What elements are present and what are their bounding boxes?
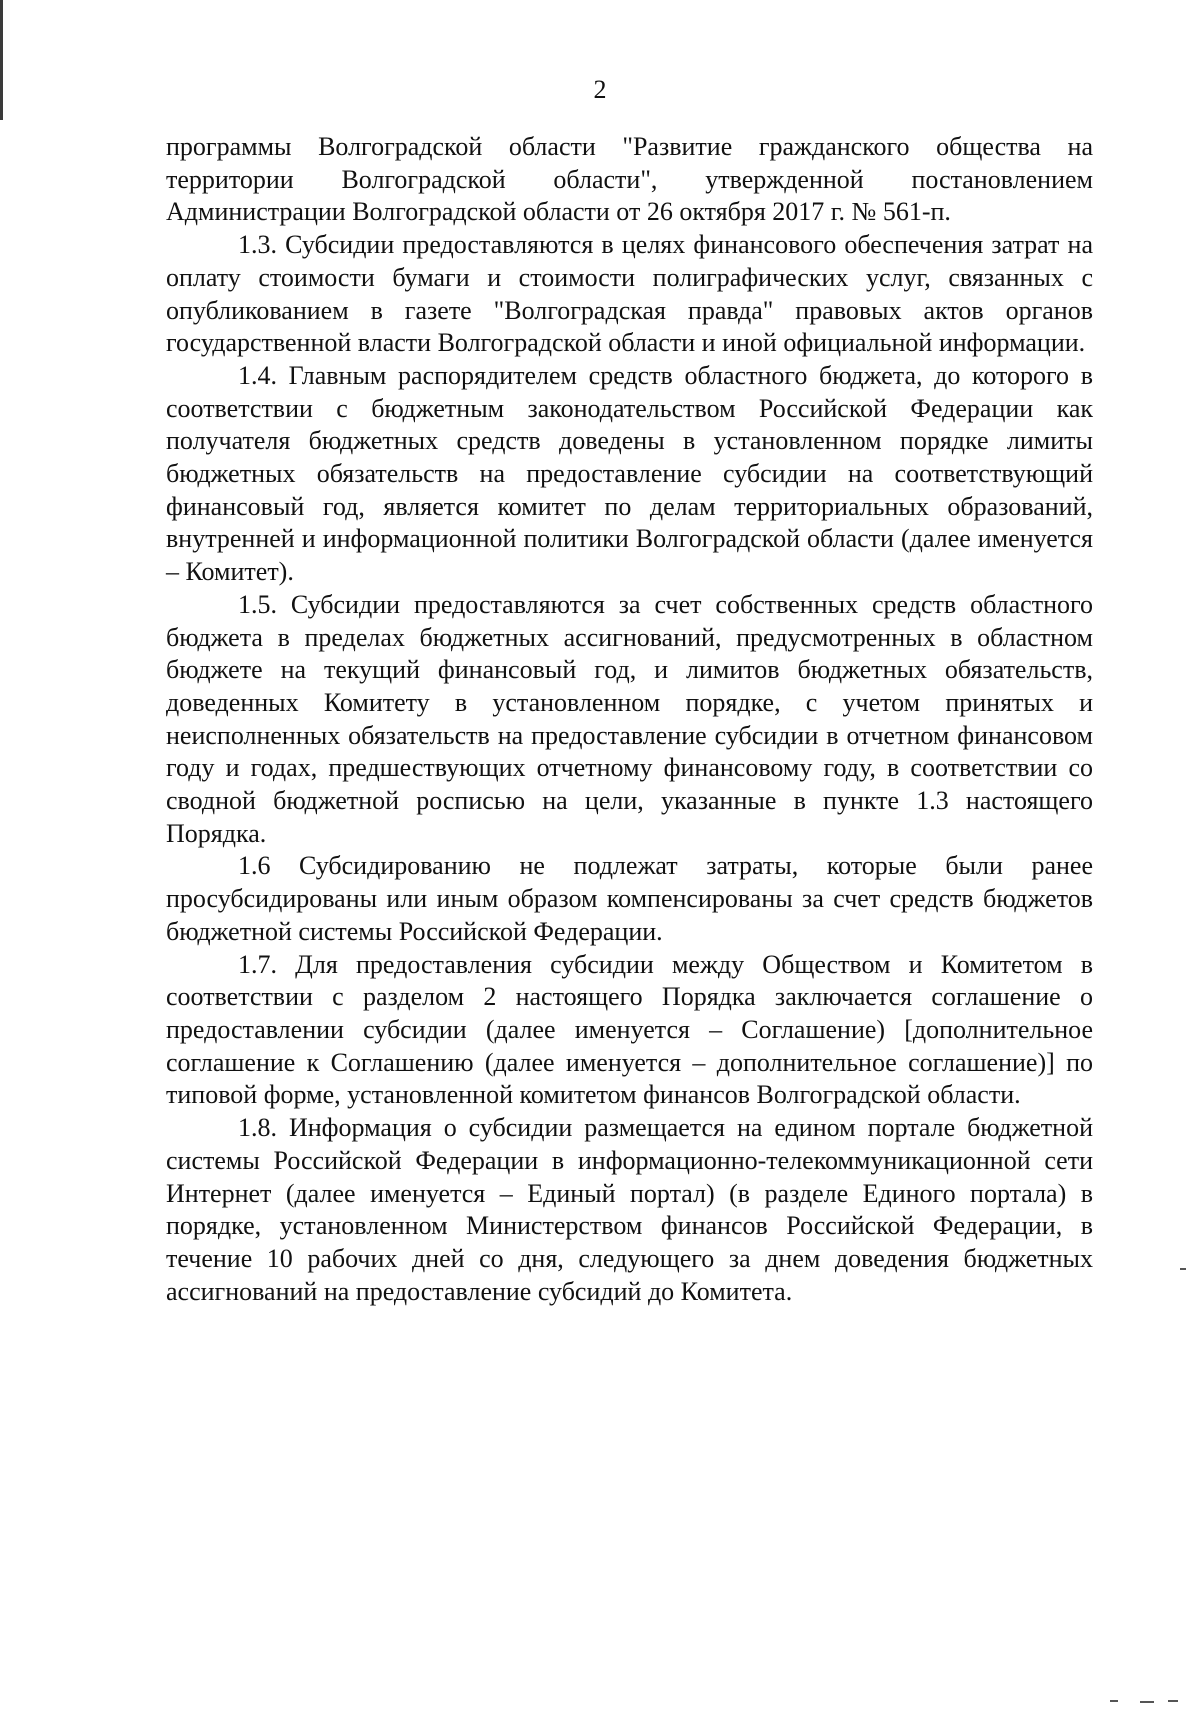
paragraph-1-3: 1.3. Субсидии предоставляются в целях финансового обеспечения затрат на оплату стоимости бумаги и стоимости полиграфических услуг, связанных с опубликованием в газете "Волгоградская правда" правовых актов органов государственной власти Волгоградской области и иной официальной информации. (166, 230, 1093, 358)
paragraph-1-6: 1.6 Субсидированию не подлежат затраты, которые были ранее просубсидированы или иным образом компенсированы за счет средств бюджетов бюджетной системы Российской Федерации. (166, 851, 1093, 946)
paragraph-1-8: 1.8. Информация о субсидии размещается на едином портале бюджетной системы Российской Федерации в информационно-телекоммуникационной сети Интернет (далее именуется – Единый портал) (в разделе Единого портала) в порядке, установленном Министерством финансов Российской Федерации, в течение 10 рабочих дней со дня, следующего за днем доведения бюджетных ассигнований на предоставление субсидий до Комитета. (166, 1113, 1093, 1306)
paragraph-1-4: 1.4. Главным распорядителем средств областного бюджета, до которого в соответствии с бюджетным законодательством Российской Федерации как получателя бюджетных средств доведены в установленном порядке лимиты бюджетных обязательств на предоставление субсидии на соответствующий финансовый год, является комитет по делам территориальных образований, внутренней и информационной политики Волгоградской области (далее именуется – Комитет). (166, 360, 1093, 587)
document-body (166, 131, 1093, 1308)
paragraph-intro: программы Волгоградской области "Развитие гражданского общества на территории Волгоградской области", утвержденной постановлением Администрации Волгоградской области от 26 октября 2017 г. № 561-п. (166, 132, 1093, 227)
scan-speck (1140, 1701, 1154, 1703)
scan-speck (1168, 1700, 1178, 1702)
paragraph-1-5: 1.5. Субсидии предоставляются за счет собственных средств областного бюджета в пределах бюджетных ассигнований, предусмотренных в областном бюджете на текущий финансовый год, и лимитов бюджетных обязательств, доведенных Комитету в установленном порядке, с учетом принятых и неисполненных обязательств на предоставление субсидии в отчетном финансовом году и годах, предшествующих отчетному финансовому году, в соответствии со сводной бюджетной росписью на цели, указанные в пункте 1.3 настоящего Порядка. (166, 589, 1093, 848)
page-number: 2 (593, 75, 607, 104)
paragraph-1-7: 1.7. Для предоставления субсидии между Обществом и Комитетом в соответствии с разделом 2 настоящего Порядка заключается соглашение о предоставлении субсидии (далее именуется – Соглашение) [дополнительное соглашение к Соглашению (далее именуется – дополнительное соглашение)] по типовой форме, установленной комитетом финансов Волгоградской области. (166, 949, 1093, 1110)
scan-speck (1180, 1268, 1186, 1270)
scan-speck (1110, 1700, 1118, 1702)
